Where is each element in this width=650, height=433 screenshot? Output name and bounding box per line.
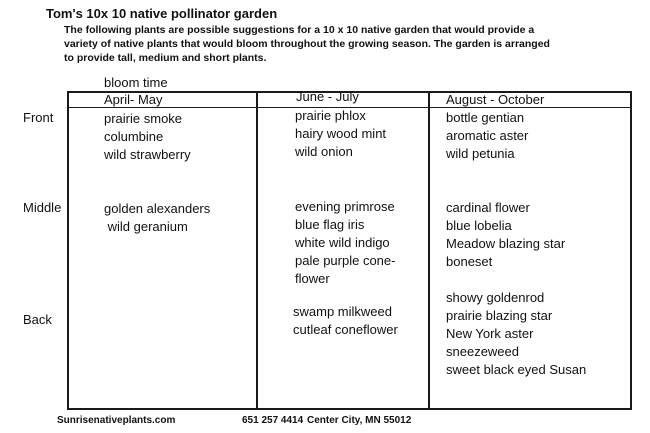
plant-list: [104, 110, 191, 164]
plant-name: wild petunia: [446, 146, 515, 161]
intro-line-2: variety of native plants that would bloom throughout the growing season. The garden is arranged: [64, 38, 550, 50]
footer-phone: 651 257 4414: [242, 415, 304, 426]
plant-list: [293, 303, 398, 339]
plant-name: flower: [295, 271, 330, 286]
plant-name: aromatic aster: [446, 128, 529, 143]
plant-name: sneezeweed: [446, 344, 519, 359]
plant-name: pale purple cone-: [295, 253, 396, 268]
plant-name: Meadow blazing star: [446, 236, 566, 251]
plant-name: wild onion: [295, 144, 353, 159]
plant-name: white wild indigo: [295, 235, 390, 250]
intro-line-1: The following plants are possible suggestions for a 10 x 10 native garden that would provide a: [64, 24, 535, 36]
column-divider-2: [428, 91, 430, 410]
plant-name: evening primrose: [295, 199, 395, 214]
plant-list: [446, 199, 565, 271]
column-header-june-july: June - July: [296, 89, 359, 104]
plant-list: [446, 289, 586, 379]
document-title: Tom's 10x 10 native pollinator garden: [46, 6, 278, 21]
plant-list: [104, 200, 210, 236]
plant-name: prairie phlox: [295, 108, 366, 123]
plant-name: columbine: [104, 129, 164, 144]
plant-name: prairie smoke: [104, 111, 183, 126]
row-label-middle: Middle: [23, 200, 62, 215]
footer-location: Center City, MN 55012: [307, 415, 412, 426]
plant-name: hairy wood mint: [295, 126, 387, 141]
column-header-april-may: April- May: [104, 92, 163, 107]
plant-name: showy goldenrod: [446, 290, 545, 305]
row-label-back: Back: [23, 312, 52, 327]
plant-name: swamp milkweed: [293, 304, 392, 319]
plant-name: boneset: [446, 254, 493, 269]
plant-list: [446, 109, 528, 163]
plant-list: [295, 198, 395, 288]
plant-name: blue flag iris: [295, 217, 365, 232]
bloom-time-label: bloom time: [104, 75, 168, 90]
plant-name: New York aster: [446, 326, 534, 341]
plant-name: wild geranium: [104, 219, 188, 234]
plant-name: wild strawberry: [104, 147, 191, 162]
plant-name: bottle gentian: [446, 110, 525, 125]
plant-name: golden alexanders: [104, 201, 211, 216]
plant-name: blue lobelia: [446, 218, 512, 233]
footer-website: Sunrisenativeplants.com: [57, 415, 176, 426]
plant-name: cardinal flower: [446, 200, 530, 215]
plant-name: cutleaf coneflower: [293, 322, 398, 337]
column-divider-1: [256, 91, 258, 410]
plant-name: prairie blazing star: [446, 308, 553, 323]
plant-name: sweet black eyed Susan: [446, 362, 587, 377]
plant-list: [295, 107, 386, 161]
column-header-aug-oct: August - October: [446, 92, 545, 107]
row-label-front: Front: [23, 110, 54, 125]
intro-line-3: to provide tall, medium and short plants.: [64, 52, 267, 64]
